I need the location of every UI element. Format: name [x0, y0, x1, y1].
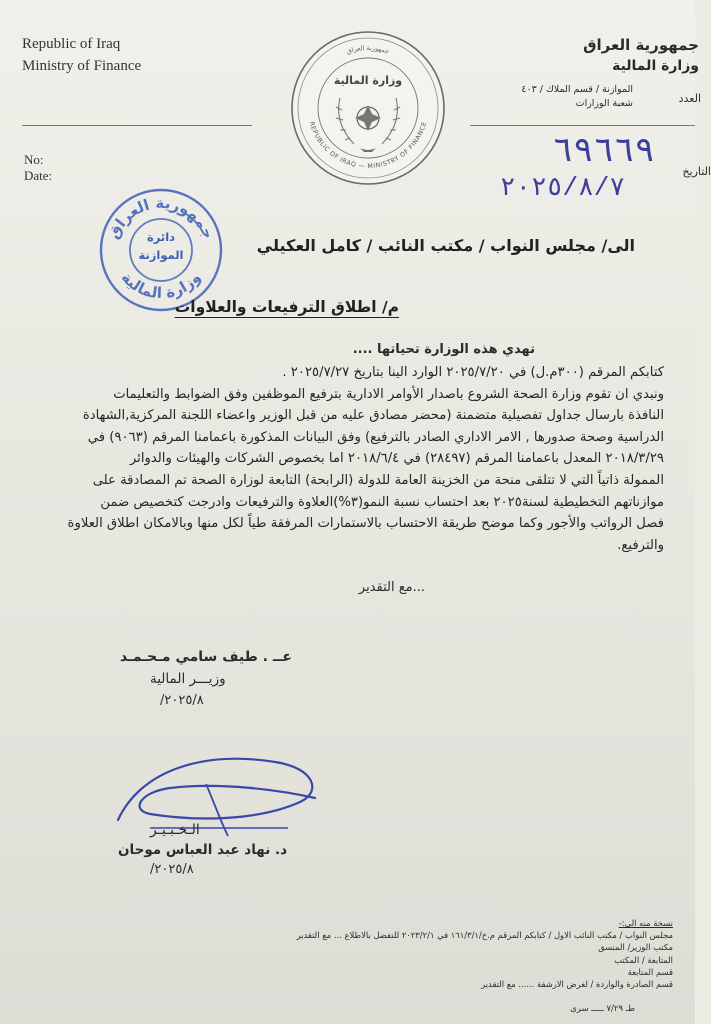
header-dept-ar: الموازنة / قسم الملاك / ٤٠٣ [521, 84, 633, 95]
body-line: ٢٠١٨/٣/٢٩ المعدل باعمامنا المرقم (٢٨٤٩٧) في ٢٠١٨/٦/٤ اما بخصوص الشركات والهيئات والدوائر [129, 451, 664, 467]
budget-department-stamp [97, 186, 225, 314]
closing: ...مع التقدير [358, 580, 425, 595]
header-rule-right [470, 125, 695, 126]
header-ministry-en: Ministry of Finance [22, 58, 142, 74]
copy-item: قسم الصادرة والواردة / لغرض الارشفة ...... مع التقدير [481, 979, 673, 990]
copy-item: مجلس النواب / مكتب النائب الاول / كتابكم المرقم م.خ/١٦١/٣/١ في ٢٠٢٣/٢/١ للتفضل بالاطلاع ... مع التقدير [296, 930, 673, 941]
letter-body [34, 362, 664, 556]
no-label-en: No: [24, 152, 44, 167]
minister-title: وزيـــر المالية [150, 671, 226, 687]
header-country-en: Republic of Iraq [22, 36, 121, 52]
ministry-seal [288, 28, 448, 188]
body-line: كتابكم المرقم (٣٠٠م.ل) في ٢٠٢٥/٧/٢٠ الوارد الينا بتاريخ ٢٠٢٥/٧/٢٧ . [282, 365, 664, 380]
minister-name: عــ . طيف سامي مـحـمـد [120, 649, 292, 665]
body-line: الدراسية وصحة صدورها , الامر الاداري الصادر بالترفيع) وفق البيانات المذكورة باعمامنا المرقم (٩٠٦٣) في [87, 429, 664, 445]
header-country-ar: جمهورية العراق [583, 36, 699, 54]
recipient: الى/ مجلس النواب / مكتب النائب / كامل العكيلي [256, 236, 635, 255]
expert-name: د. نهاد عبد العباس موحان [118, 842, 288, 858]
stamp-graphic [97, 186, 225, 314]
stamp-center-text: دائرة الموازنة [138, 230, 184, 262]
body-line: فصل الرواتب والأجور وكما موضح طريقة الاحتساب بالاستمارات المرفقة طياً لكل منها وبالامكان اطلاق العلاوة [67, 516, 664, 532]
date-label-en: Date: [24, 168, 53, 183]
signature [110, 732, 330, 852]
expert-title: الـخـبـيـر [150, 822, 200, 838]
copy-item: قسم المتابعة [627, 966, 673, 977]
body-line: النافذة بارسال جداول تفصيلية متضمنة (محضر مصادق عليه من قبل الوزير واعضاء اللجنة المركزية,الشهادة [82, 408, 664, 424]
body-line: موازناتهم التخطيطية لسنة٢٠٢٥ بعد احتساب نسبة النمو(٣%)العلاوة والترفيعات وادرجت كتخصيص ضمن [100, 494, 664, 510]
seal-graphic [288, 28, 448, 188]
copies-list [193, 917, 673, 990]
body-line: ونبدي ان تقوم وزارة الصحة الشروع باصدار الأوامر الادارية بترفيع الموظفين وفق الضوابط والتعليمات [113, 386, 664, 402]
no-label-ar: العدد [678, 92, 701, 105]
subject: م/ اطلاق الترفيعات والعلاوات [174, 298, 399, 316]
header-rule-left [22, 125, 252, 126]
svg-text:جمهورية العراق: جمهورية العراق [104, 193, 218, 242]
handwritten-number: ٦٩٦٦٩ [552, 134, 655, 172]
svg-text:جمهورية العراق: جمهورية العراق [345, 43, 391, 56]
handwritten-date: ٢٠٢٥/٨/٧ [499, 173, 625, 203]
svg-text:REPUBLIC OF IRAQ — MINISTRY OF: REPUBLIC OF IRAQ — MINISTRY OF FINANCE [307, 120, 429, 171]
date-label-ar: التاريخ [682, 165, 711, 178]
signature-graphic [110, 732, 330, 852]
minister-date: ٢٠٢٥/٨/ [160, 693, 204, 708]
header-section-ar: شعبة الوزارات [575, 98, 633, 109]
seal-center-text: وزارة المالية [333, 74, 403, 87]
header-ministry-ar: وزارة المالية [612, 58, 699, 74]
copy-item: المتابعة / المكتب [614, 954, 673, 965]
greeting: تهدي هذه الوزارة تحياتها .... [352, 342, 535, 357]
copies-heading: نسخة منه الى:- [618, 918, 673, 928]
footer-code: طـ ٧/٢٩ ـــــ سرى [570, 1004, 635, 1014]
body-line: والترفيع. [617, 537, 664, 553]
copy-item: مكتب الوزير/ المنسق [598, 942, 673, 953]
expert-date: ٢٠٢٥/٨/ [150, 862, 194, 877]
body-line: الممولة ذاتياً التي لا تتلقى منحة من الخزينة العامة للدولة (الرابحة) التابعة لوزارة الصحة تم المصادقة على [92, 472, 664, 488]
svg-text:وزارة المالية: وزارة المالية [117, 268, 205, 303]
